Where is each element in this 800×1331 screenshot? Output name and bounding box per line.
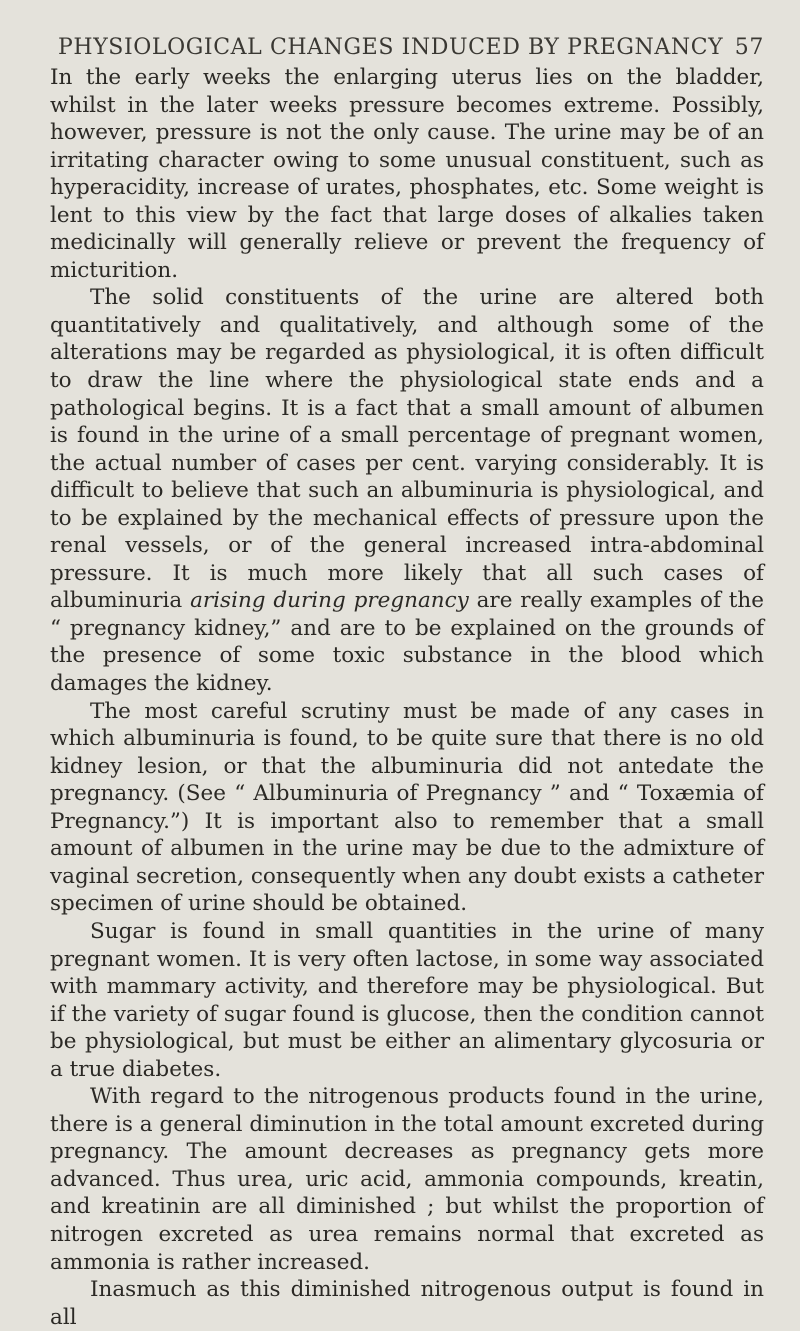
paragraph-bladder-pressure [50,64,764,284]
paragraph-careful-scrutiny [50,698,764,918]
paragraph-text: The most careful scrutiny must be made of any cases in which albuminuria is found, to be quite sure that there is no old kidney lesion, or that the albuminuria did not antedate the pregnancy. (See “ Albuminuria of Pregnancy ” and “ Toxæmia of Pregnancy.”) It is important also to remember that a small amount of albumen in the urine may be due to the admixture of vaginal secretion, consequently when any doubt exists a catheter specimen of urine should be obtained. [50,698,764,917]
body-text [50,64,764,1331]
italic-phrase: arising during pregnancy [190,588,469,614]
paragraph-sugar [50,918,764,1083]
paragraph-nitrogenous-products [50,1083,764,1276]
paragraph-text: The solid constituents of the urine are altered both quantitatively and qualitatively, and although some of the alterations may be regarded as physiological, it is often difficult to draw the line where the physiological state ends and a pathological begins. It is a fact that a small amount of albumen is found in the urine of a small percentage of pregnant women, the actual number of cases per cent. varying considerably. It is difficult to believe that such an albuminuria is physiological, and to be explained by the mechanical effects of pressure upon the renal vessels, or of the general increased intra-abdominal pressure. It is much more likely that all such cases of albuminuria [50,285,764,614]
paragraph-text: With regard to the nitrogenous products found in the urine, there is a general diminution in the total amount excreted during pregnancy. The amount decreases as pregnancy gets more advanced. Thus urea, uric acid, ammonia compounds, kreatin, and kreatinin are all diminished ; but whilst the proportion of nitrogen excreted as urea remains normal that excreted as ammonia is rather increased. [50,1084,764,1275]
paragraph-inasmuch [50,1276,764,1331]
paragraph-text-continued: are really examples of the “ pregnancy kidney,” and are to be explained on the grounds of the presence of some toxic substance in the blood which damages the kidney. [50,588,764,697]
paragraph-solid-constituents [50,284,764,697]
paragraph-text: In the early weeks the enlarging uterus lies on the bladder, whilst in the later weeks pressure becomes extreme. Possibly, however, pressure is not the only cause. The urine may be of an irritating character owing to some unusual constituent, such as hyperacidity, increase of urates, phosphates, etc. Some weight is lent to this view by the fact that large doses of alkalies taken medicinally will generally relieve or prevent the frequency of micturition. [50,65,764,283]
running-head [58,34,764,62]
paragraph-text: Inasmuch as this diminished nitrogenous output is found in all [50,1277,764,1330]
running-head-title: PHYSIOLOGICAL CHANGES INDUCED BY PREGNANCY [58,35,724,60]
page-number: 57 [734,35,764,60]
paragraph-text: Sugar is found in small quantities in the urine of many pregnant women. It is very often lactose, in some way associated with mammary activity, and therefore may be physiological. But if the variety of sugar found is glucose, then the condition cannot be physiological, but must be either an alimentary glycosuria or a true diabetes. [50,918,765,1082]
